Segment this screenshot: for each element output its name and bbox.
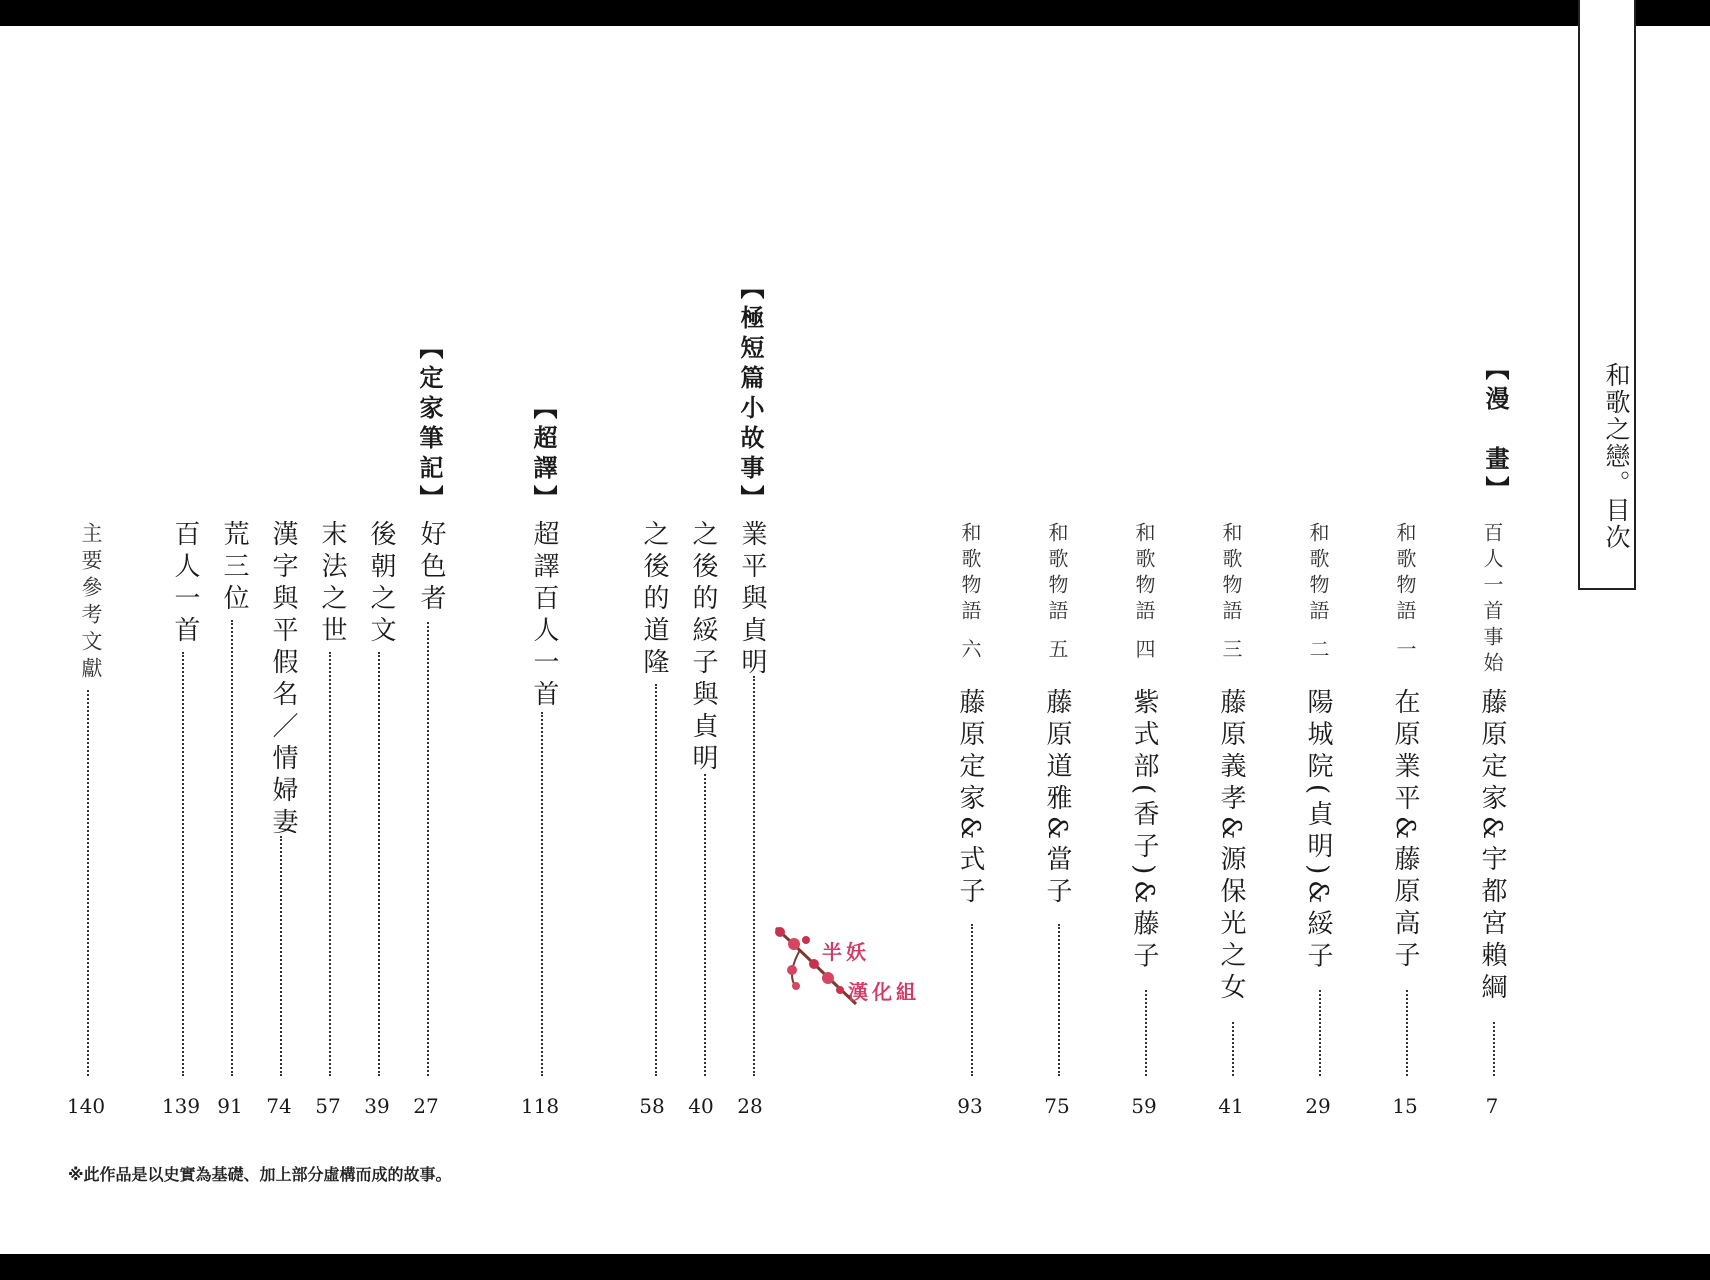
- note-title[interactable]: 荒三位: [219, 520, 249, 616]
- leader-dots: [1406, 990, 1408, 1076]
- manga-label: 和歌物語 一: [1393, 522, 1417, 665]
- section-header-teika-notes: 【定家筆記】: [415, 335, 443, 515]
- page-number: 75: [1044, 1094, 1070, 1118]
- footnote: ※此作品是以史實為基礎、加上部分虛構而成的故事。: [68, 1165, 452, 1184]
- leader-dots: [329, 652, 331, 1076]
- page-number: 58: [639, 1094, 665, 1118]
- page-number: 74: [266, 1094, 292, 1118]
- leader-dots: [280, 836, 282, 1076]
- manga-label: 和歌物語 二: [1306, 522, 1330, 665]
- page-title: 和歌之戀。目次: [1602, 362, 1631, 551]
- leader-dots: [1493, 1022, 1495, 1076]
- story-title[interactable]: 之後的綏子與貞明: [688, 520, 718, 776]
- bottom-border: [0, 1254, 1710, 1280]
- leader-dots: [1319, 990, 1321, 1076]
- watermark-text: 半妖: [822, 940, 870, 964]
- top-border: [0, 0, 1710, 26]
- manga-label: 和歌物語 四: [1132, 522, 1156, 665]
- manga-title[interactable]: 在原業平&藤原高子: [1390, 688, 1420, 974]
- page-number: 93: [957, 1094, 983, 1118]
- story-title[interactable]: 業平與貞明: [737, 520, 767, 680]
- note-title[interactable]: 後朝之文: [366, 520, 396, 648]
- page-number: 39: [364, 1094, 390, 1118]
- section-header-short-stories: 【極短篇小故事】: [736, 275, 764, 515]
- leader-dots: [378, 652, 380, 1076]
- leader-dots: [1058, 924, 1060, 1076]
- story-title[interactable]: 之後的道隆: [639, 520, 669, 680]
- page-number: 27: [413, 1094, 439, 1118]
- page-number: 15: [1392, 1094, 1418, 1118]
- manga-title[interactable]: 紫式部(香子)&藤子: [1129, 688, 1159, 974]
- leader-dots: [182, 652, 184, 1076]
- leader-dots: [427, 622, 429, 1076]
- leader-dots: [541, 712, 543, 1076]
- manga-label: 和歌物語 六: [958, 522, 982, 665]
- manga-label: 百人一首事始: [1480, 522, 1504, 678]
- leader-dots: [971, 924, 973, 1076]
- manga-label: 和歌物語 三: [1219, 522, 1243, 665]
- manga-title[interactable]: 陽城院(貞明)&綏子: [1303, 688, 1333, 974]
- page-number: 118: [520, 1094, 560, 1118]
- leader-dots: [87, 690, 89, 1076]
- manga-title[interactable]: 藤原道雅&當子: [1042, 688, 1072, 910]
- watermark-text: 漢化組: [848, 980, 920, 1004]
- page-number: 139: [161, 1094, 201, 1118]
- section-header-manga: 【漫 畫】: [1481, 356, 1509, 506]
- page-number: 59: [1131, 1094, 1157, 1118]
- translation-title[interactable]: 超譯百人一首: [529, 520, 559, 712]
- note-title[interactable]: 百人一首: [170, 520, 200, 648]
- references-title[interactable]: 主要參考文獻: [79, 522, 103, 684]
- note-title[interactable]: 好色者: [416, 520, 446, 616]
- manga-label: 和歌物語 五: [1045, 522, 1069, 665]
- page-number: 40: [688, 1094, 714, 1118]
- leader-dots: [704, 774, 706, 1076]
- manga-title[interactable]: 藤原定家&式子: [955, 688, 985, 910]
- leader-dots: [231, 620, 233, 1076]
- note-title[interactable]: 漢字與平假名／情婦妻: [268, 520, 298, 840]
- page-number: 29: [1305, 1094, 1331, 1118]
- leader-dots: [655, 684, 657, 1076]
- manga-title[interactable]: 藤原定家&宇都宮賴綱: [1477, 688, 1507, 1006]
- leader-dots: [1232, 1022, 1234, 1076]
- page-number: 41: [1218, 1094, 1244, 1118]
- page-number: 140: [66, 1094, 106, 1118]
- leader-dots: [1145, 990, 1147, 1076]
- page-number: 28: [737, 1094, 763, 1118]
- section-header-super-translation: 【超譯】: [529, 395, 557, 515]
- leader-dots: [753, 676, 755, 1076]
- note-title[interactable]: 末法之世: [317, 520, 347, 648]
- page-number: 57: [315, 1094, 341, 1118]
- page-number: 91: [217, 1094, 243, 1118]
- page-number: 7: [1485, 1094, 1499, 1118]
- manga-title[interactable]: 藤原義孝&源保光之女: [1216, 688, 1246, 1006]
